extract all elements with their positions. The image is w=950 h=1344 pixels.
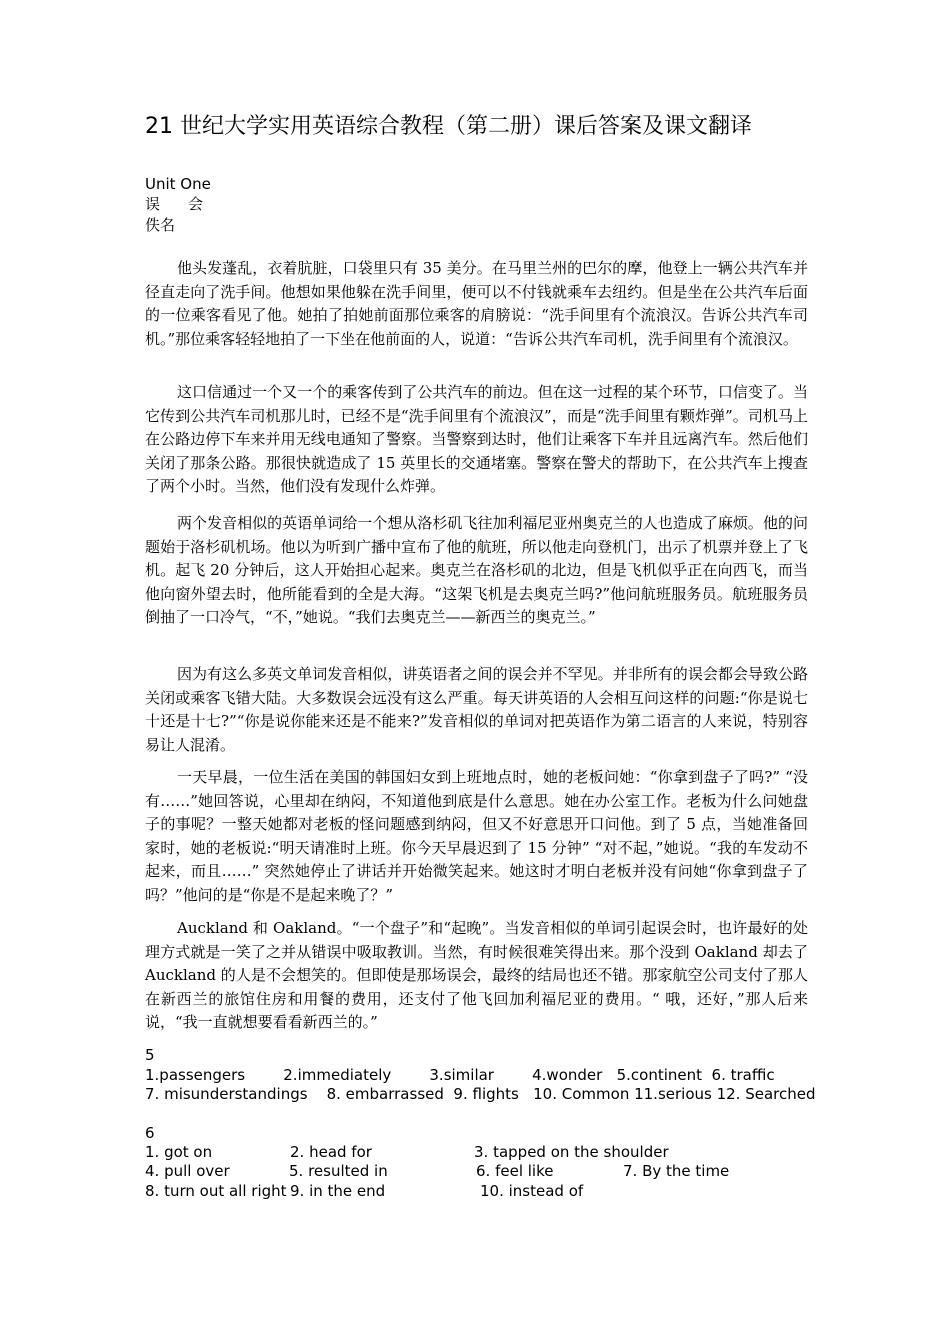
exercise-6-answer-5: 5. resulted in: [289, 1162, 388, 1180]
exercise-6-number: 6: [145, 1124, 155, 1142]
translation-paragraph-3: 两个发音相似的英语单词给一个想从洛杉矶飞往加利福尼亚州奥克兰的人也造成了麻烦。他的问题始于洛杉矶机场。他以为听到广播中宣布了他的航班，所以他走向登机门，出示了机票并登上了飞机。起飞 20 分钟后，这人开始担心起来。奥克兰在洛杉矶的北边，但是飞机似乎正在向西飞，而当他向窗外望去时，他所能看到的全是大海。“这架飞机是去奥克兰吗?”他问航班服务员。航班服务员倒抽了一口冷气，“不，”她说。“我们去奥克兰——新西兰的奥克兰。”: [145, 514, 808, 626]
exercise-6-answer-1: 1. got on: [145, 1143, 213, 1161]
exercise-6-answer-7: 7. By the time: [623, 1162, 730, 1180]
exercise-6-answer-10: 10. instead of: [480, 1182, 584, 1200]
translation-paragraph-4: 因为有这么多英文单词发音相似，讲英语者之间的误会并不罕见。并非所有的误会都会导致公路关闭或乘客飞错大陆。大多数误会远没有这么严重。每天讲英语的人会相互问这样的问题:“你是说七十还是十七?”“你是说你能来还是不能来?”发音相似的单词对把英语作为第二语言的人来说，特别容易让人混淆。: [145, 665, 808, 754]
lesson-title: [145, 194, 203, 214]
translation-paragraph-5: 一天早晨，一位生活在美国的韩国妇女到上班地点时，她的老板问她：“你拿到盘子了吗?” “没有……”她回答说，心里却在纳闷，不知道他到底是什么意思。她在办公室工作。老板为什么问她盘子的事呢？一整天她都对老板的怪问题感到纳闷，但又不好意思开口问他。到了 5 点，当她准备回家时，她的老板说:“明天请准时上班。你今天早晨迟到了 15 分钟” “对不起，”她说。“我的车发动不起来，而且……” 突然她停止了讲话并开始微笑起来。她这时才明白老板并没有问她“你拿到盘子了吗？”他问的是“你是不是起来晚了？”: [145, 768, 808, 904]
author-label: 佚名: [145, 216, 176, 234]
exercise-5-number: 5: [145, 1046, 155, 1064]
translation-paragraph-6: Auckland 和 Oakland。“一个盘子”和“起晚”。当发音相似的单词引起误会时，也许最好的处理方式就是一笑了之并从错误中吸取教训。当然，有时候很难笑得出来。那个没到 Oakland 却去了 Auckland 的人是不会想笑的。但即使是那场误会，最终的结局也还不错。那家航空公司支付了那人在新西兰的旅馆住房和用餐的费用，还支付了他飞回加利福尼亚的费用。“ 哦，还好，”那人后来说，“我一直就想要看看新西兰的。”: [145, 919, 808, 1031]
exercise-6-answer-6: 6. feel like: [476, 1162, 554, 1180]
lesson-title-char-2: 会: [188, 195, 204, 213]
document-title: 21 世纪大学实用英语综合教程（第二册）课后答案及课文翻译: [145, 114, 752, 139]
translation-paragraph-1: 他头发蓬乱，衣着肮脏，口袋里只有 35 美分。在马里兰州的巴尔的摩，他登上一辆公共汽车并径直走向了洗手间。他想如果他躲在洗手间里，便可以不付钱就乘车去纽约。但是坐在公共汽车后面的一位乘客看见了他。她拍了拍她前面那位乘客的肩膀说：“洗手间里有个流浪汉。告诉公共汽车司机。”那位乘客轻轻地拍了一下坐在他前面的人，说道：“告诉公共汽车司机，洗手间里有个流浪汉。: [145, 259, 808, 348]
exercise-6-answer-2: 2. head for: [290, 1143, 372, 1161]
exercise-6-answer-3: 3. tapped on the shoulder: [474, 1143, 669, 1161]
exercise-6-answer-9: 9. in the end: [290, 1182, 386, 1200]
exercise-5-answers-line-1: 1.passengers 2.immediately 3.similar 4.wonder 5.continent 6. traffic: [145, 1066, 775, 1084]
lesson-title-char-1: 误: [145, 195, 161, 213]
translation-paragraph-2: 这口信通过一个又一个的乘客传到了公共汽车的前边。但在这一过程的某个环节，口信变了。当它传到公共汽车司机那儿时，已经不是“洗手间里有个流浪汉”，而是“洗手间里有颗炸弹”。司机马上在公路边停下车来并用无线电通知了警察。当警察到达时，他们让乘客下车并且远离汽车。然后他们关闭了那条公路。那很快就造成了 15 英里长的交通堵塞。警察在警犬的帮助下，在公共汽车上搜查了两个小时。当然，他们没有发现什么炸弹。: [145, 383, 808, 495]
exercise-5-answers-line-2: 7. misunderstandings 8. embarrassed 9. flights 10. Common 11.serious 12. Searched: [145, 1085, 816, 1103]
exercise-6-answer-8: 8. turn out all right: [145, 1182, 287, 1200]
unit-label: Unit One: [145, 175, 211, 193]
exercise-6-answer-4: 4. pull over: [145, 1162, 230, 1180]
